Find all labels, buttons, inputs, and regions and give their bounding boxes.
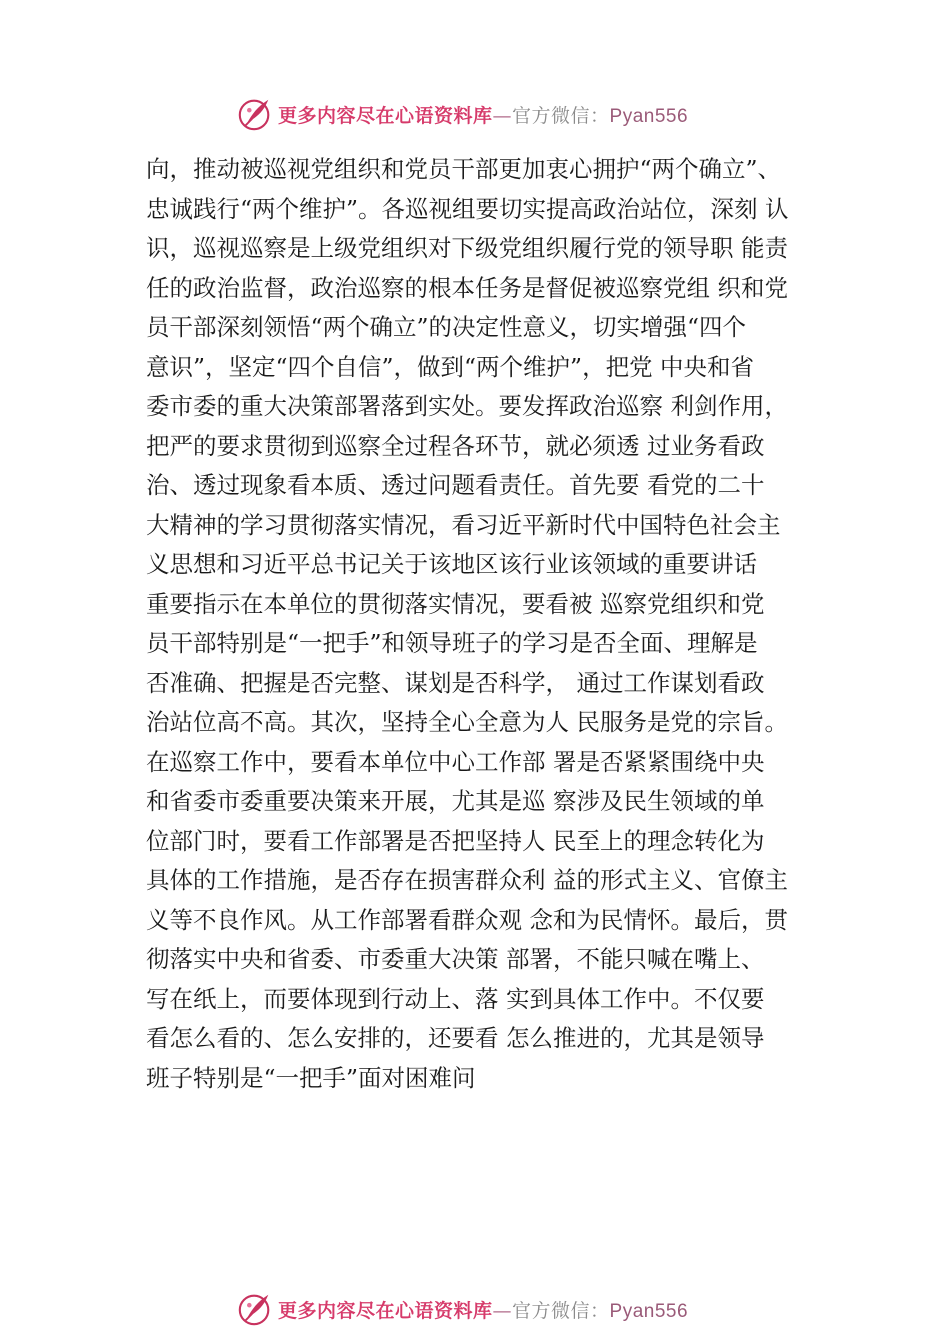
header-official-label: 官方微信： (512, 104, 610, 127)
quill-logo-icon (236, 95, 274, 133)
text-line: 具体的工作措施，是否存在损害群众利 益的形式主义、官僚主 (146, 866, 788, 894)
text-line: 在巡察工作中，要看本单位中心工作部 署是否紧紧围绕中央 (146, 747, 765, 776)
footer-wechat-id: Pyan556 (609, 1300, 689, 1322)
text-line: 忠诚践行“两个维护”。各巡视组要切实提高政治站位，深刻 认 (146, 194, 789, 223)
text-line: 意识”，坚定“四个自信”，做到“两个维护”，把党 中央和省 (146, 352, 755, 381)
header-text (278, 101, 688, 128)
header-banner (236, 94, 736, 134)
text-line: 班子特别是“一把手”面对困难问 (146, 1063, 476, 1092)
footer-separator: — (492, 1299, 513, 1322)
quill-logo-icon (236, 1290, 274, 1328)
text-line: 大精神的学习贯彻落实情况，看习近平新时代中国特色社会主 (146, 510, 781, 539)
text-line: 任的政治监督，政治巡察的根本任务是督促被巡察党组 织和党 (146, 273, 788, 302)
text-line: 向，推动被巡视党组织和党员干部更加衷心拥护“两个确立”、 (146, 155, 782, 183)
text-line: 彻落实中央和省委、市委重大决策 部署，不能只喊在嘴上、 (146, 945, 765, 973)
footer-official-label: 官方微信： (512, 1299, 610, 1322)
text-line: 治站位高不高。其次，坚持全心全意为人 民服务是党的宗旨。 (146, 708, 788, 736)
footer-text (278, 1296, 688, 1323)
text-line: 义思想和习近平总书记关于该地区该行业该领域的重要讲话 (146, 550, 757, 578)
header-wechat-id: Pyan556 (609, 105, 689, 127)
text-line: 员干部深刻领悟“两个确立”的决定性意义，切实增强“四个 (146, 313, 747, 341)
text-line: 重要指示在本单位的贯彻落实情况，要看被 巡察党组织和党 (146, 589, 765, 618)
text-line: 员干部特别是“一把手”和领导班子的学习是否全面、理解是 (146, 629, 758, 657)
footer-brand: 更多内容尽在心语资料库 (278, 1299, 493, 1322)
text-line: 义等不良作风。从工作部署看群众观 念和为民情怀。最后，贯 (146, 905, 788, 934)
text-line: 把严的要求贯彻到巡察全过程各环节，就必须透 过业务看政 (146, 431, 765, 460)
text-line: 否准确、把握是否完整、谋划是否科学， 通过工作谋划看政 (146, 668, 765, 697)
text-line: 位部门时，要看工作部署是否把坚持人 民至上的理念转化为 (146, 826, 765, 855)
header-brand: 更多内容尽在心语资料库 (278, 104, 493, 127)
header-separator: — (492, 104, 513, 127)
text-line: 委市委的重大决策部署落到实处。要发挥政治巡察 利剑作用， (146, 392, 788, 420)
document-body (146, 150, 836, 1098)
text-line: 和省委市委重要决策来开展，尤其是巡 察涉及民生领域的单 (146, 787, 765, 815)
text-line: 写在纸上，而要体现到行动上、落 实到具体工作中。不仅要 (146, 984, 765, 1013)
text-line: 治、透过现象看本质、透过问题看责任。首先要 看党的二十 (146, 471, 765, 499)
footer-banner (236, 1289, 736, 1329)
text-line: 看怎么看的、怎么安排的，还要看 怎么推进的，尤其是领导 (146, 1024, 765, 1052)
text-line: 识，巡视巡察是上级党组织对下级党组织履行党的领导职 能责 (146, 234, 788, 262)
